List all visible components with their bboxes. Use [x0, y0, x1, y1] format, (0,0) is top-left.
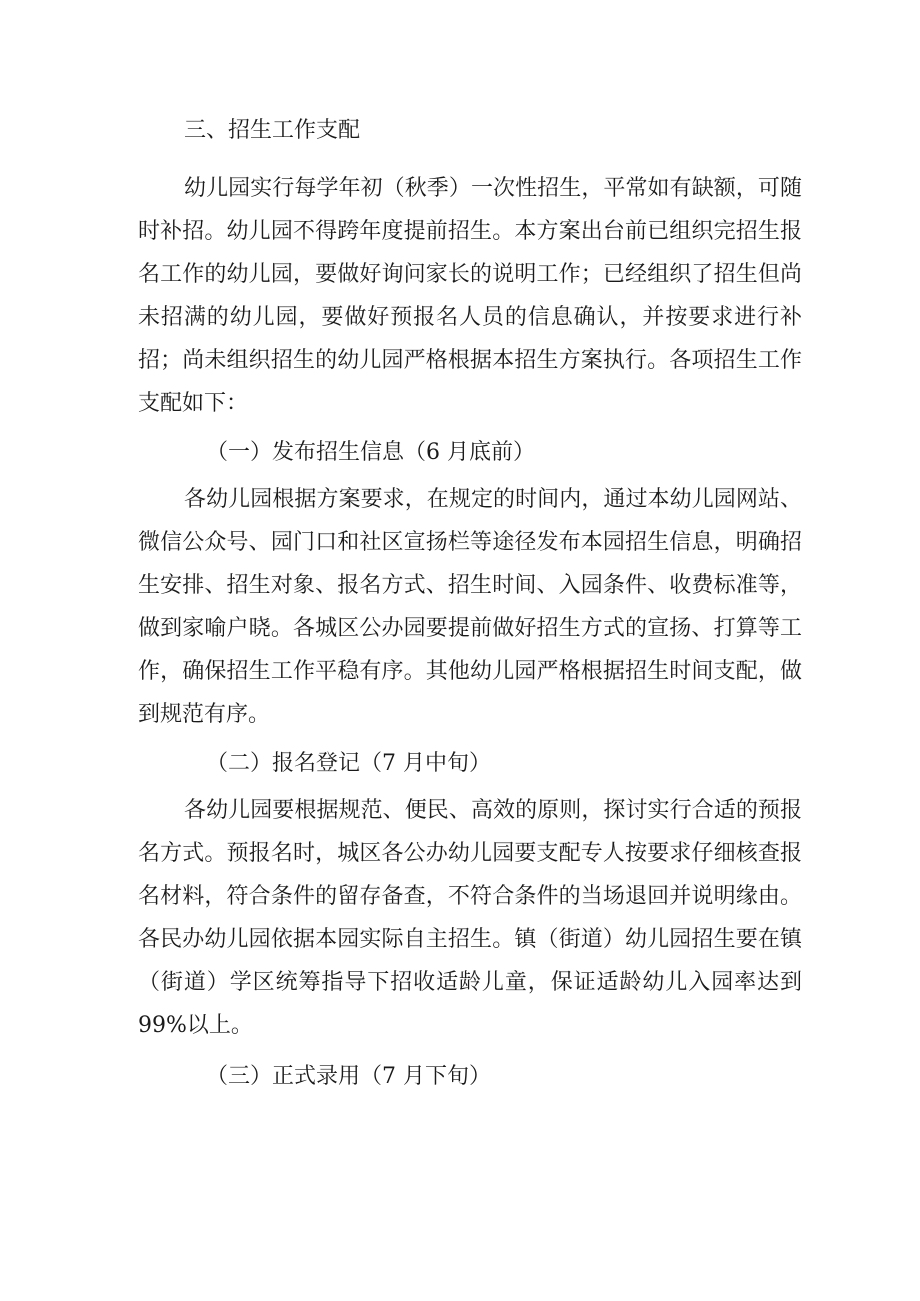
document-body: [138, 105, 802, 1098]
subsection-body-2: 各幼儿园要根据规范、便民、高效的原则，探讨实行合适的预报名方式。预报名时，城区各公办幼儿园要支配专人按要求仔细核查报名材料，符合条件的留存备查，不符合条件的当场退回并说明缘由。各民办幼儿园依据本园实际自主招生。镇（街道）幼儿园招生要在镇（街道）学区统筹指导下招收适龄儿童，保证适龄幼儿入园率达到 99%以上。: [138, 798, 802, 1038]
section-heading: 三、招生工作支配: [184, 118, 361, 143]
subsection-body-1: 各幼儿园根据方案要求，在规定的时间内，通过本幼儿园网站、微信公众号、园门口和社区宣扬栏等途径发布本园招生信息，明确招生安排、招生对象、报名方式、招生时间、入园条件、收费标准等，做到家喻户晓。各城区公办园要提前做好招生方式的宣扬、打算等工作，确保招生工作平稳有序。其他幼儿园严格根据招生时间支配，做到规范有序。: [138, 487, 802, 727]
subsection-title-3: （三）正式录用（7 月下旬）: [206, 1064, 491, 1089]
subsection-title-2: （二）报名登记（7 月中旬）: [206, 751, 491, 776]
intro-paragraph: 幼儿园实行每学年初（秋季）一次性招生，平常如有缺额，可随时补招。幼儿园不得跨年度提前招生。本方案出台前已组织完招生报名工作的幼儿园，要做好询问家长的说明工作；已经组织了招生但尚未招满的幼儿园，要做好预报名人员的信息确认，并按要求进行补招；尚未组织招生的幼儿园严格根据本招生方案执行。各项招生工作支配如下：: [138, 176, 802, 416]
subsection-title-1: （一）发布招生信息（6 月底前）: [206, 440, 535, 465]
